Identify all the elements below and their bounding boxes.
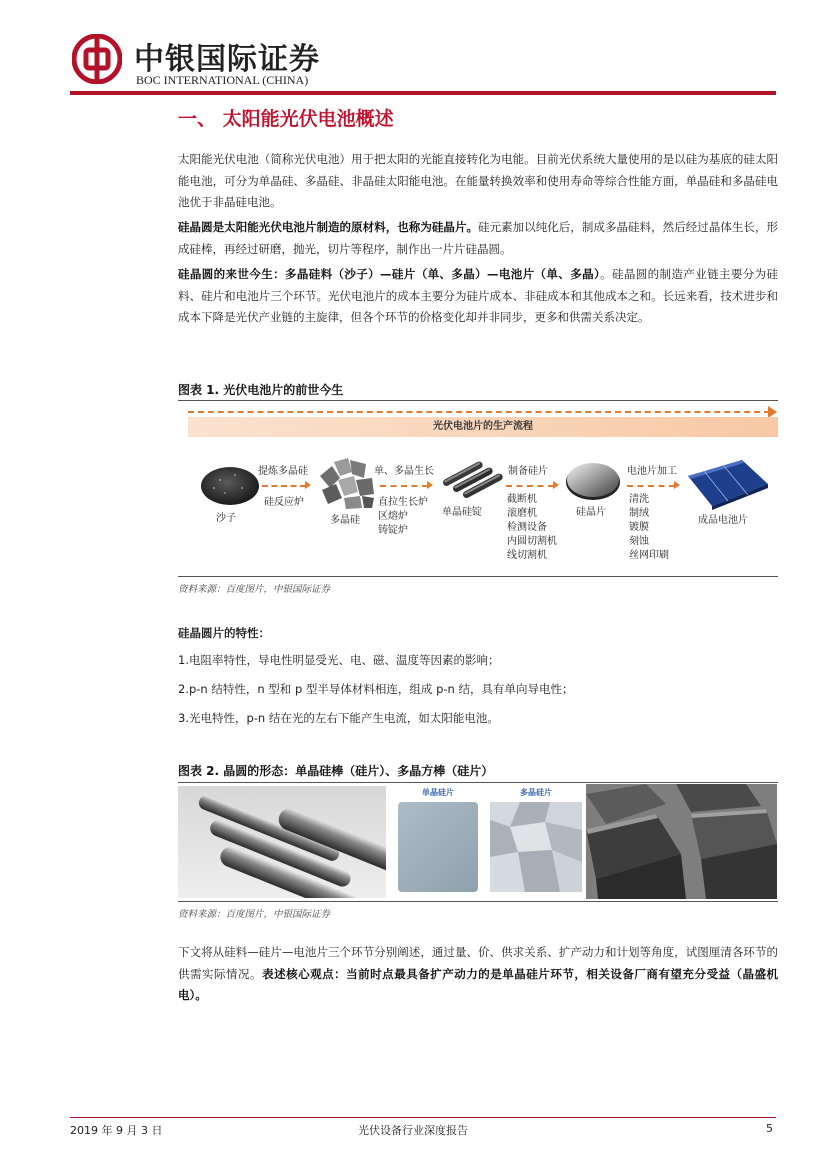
step2-equipment-1: 直拉生长炉 xyxy=(378,497,428,508)
solar-cell-image xyxy=(682,456,772,510)
paragraph-chain-bold: 硅晶圆的来世今生：多晶硅料（沙子）—硅片（单、多晶）—电池片（单、多晶） xyxy=(178,267,601,281)
poly-blocks-image xyxy=(586,784,777,899)
section-title: 一、 太阳能光伏电池概述 xyxy=(178,108,394,130)
figure1-title: 图表 1. 光伏电池片的前世今生 xyxy=(178,383,344,397)
mono-ingot-image xyxy=(440,458,506,498)
header-divider xyxy=(70,91,776,95)
step3-label: 制备硅片 xyxy=(508,466,548,477)
step4-process-2: 制绒 xyxy=(629,508,649,519)
figure2-source: 资料来源：百度图片，中银国际证券 xyxy=(178,909,331,920)
process-arrow xyxy=(188,411,770,413)
footer-page-number: 5 xyxy=(766,1122,773,1135)
step3-arrow xyxy=(506,485,554,487)
stage-poly-label: 多晶硅 xyxy=(330,515,360,526)
poly-wafer-panel xyxy=(488,786,584,898)
boc-logo-icon xyxy=(72,34,122,84)
property-item-2: 2.p-n 结特性，n 型和 p 型半导体材料相连，组成 p-n 结，具有单向导电性； xyxy=(178,682,574,696)
step2-arrow-tip xyxy=(427,481,433,489)
step4-arrow xyxy=(627,485,675,487)
step3-equipment-3: 检测设备 xyxy=(507,522,547,533)
stage-ingot-label: 单晶硅锭 xyxy=(442,507,482,518)
step1-equipment: 硅反应炉 xyxy=(264,497,304,508)
figure2-top-rule xyxy=(178,782,778,783)
step3-equipment-2: 滚磨机 xyxy=(507,508,537,519)
paragraph-chain-text: 。硅晶圆的制造产业链主要分为硅料、硅片和电池片三个环节。光伏电池片的成本主要分为硅片成本、非硅成本和其他成本之和。长远来看，技术进步和成本下降是光伏产业链的主旋律，但各个环节的价格变化却并非同步，更多和供需关系决定。 xyxy=(178,267,778,324)
polysilicon-image xyxy=(316,456,376,511)
wafer-image xyxy=(564,458,622,502)
footer-report-title: 光伏设备行业深度报告 xyxy=(358,1124,468,1137)
figure1-source: 资料来源：百度图片，中银国际证券 xyxy=(178,584,331,595)
footer-date: 2019 年 9 月 3 日 xyxy=(70,1124,163,1137)
paragraph-wafer xyxy=(178,217,778,260)
closing-text: 下文将从硅料—硅片—电池片三个环节分别阐述，通过量、价、供求关系、扩产动力和计划等角度，试图厘清各环节的供需实际情况。 xyxy=(178,945,778,981)
figure1-bottom-rule xyxy=(178,576,778,577)
properties-heading: 硅晶圆片的特性： xyxy=(178,626,270,640)
paragraph-intro: 太阳能光伏电池（简称光伏电池）用于把太阳的光能直接转化为电能。目前光伏系统大量使用的是以硅为基底的硅太阳能电池，可分为单晶硅、多晶硅、非晶硅太阳能电池。在能量转换效率和使用寿命等综合性能方面，单晶硅和多晶硅电池优于非晶硅电池。 xyxy=(178,152,778,209)
paragraph-wafer-text: 硅元素加以纯化后，制成多晶硅料，然后经过晶体生长，形成硅棒，再经过研磨，抛光，切片等程序，制作出一片片硅晶圆。 xyxy=(178,220,779,256)
step3-arrow-tip xyxy=(553,481,559,489)
paragraph-closing xyxy=(178,942,778,1007)
paragraph-chain xyxy=(178,264,778,329)
step4-process-1: 清洗 xyxy=(629,494,649,505)
poly-wafer-label: 多晶硅片 xyxy=(520,788,552,797)
stage-sand-label: 沙子 xyxy=(216,513,236,524)
mono-wafer-image xyxy=(398,802,478,892)
figure2-title: 图表 2. 晶圆的形态：单晶硅棒（硅片）、多晶方棒（硅片） xyxy=(178,764,494,778)
step1-arrow-tip xyxy=(305,481,311,489)
sand-image xyxy=(200,460,260,506)
step2-arrow xyxy=(380,485,428,487)
paragraph-wafer-bold: 硅晶圆是太阳能光伏电池片制造的原材料，也称为硅晶片。 xyxy=(178,220,479,234)
step4-arrow-tip xyxy=(674,481,680,489)
figure1-top-rule xyxy=(178,400,778,401)
step3-equipment-1: 截断机 xyxy=(507,494,537,505)
mono-wafer-panel xyxy=(390,786,486,898)
step4-process-5: 丝网印刷 xyxy=(629,550,669,561)
step3-equipment-5: 线切割机 xyxy=(507,550,547,561)
company-name-cn: 中银国际证券 xyxy=(134,42,320,77)
step4-label: 电池片加工 xyxy=(627,466,677,477)
figure2-bottom-rule xyxy=(178,901,778,902)
property-item-3: 3.光电特性，p-n 结在光的左右下能产生电流，如太阳能电池。 xyxy=(178,711,499,725)
property-item-1: 1.电阻率特性，导电性明显受光、电、磁、温度等因素的影响； xyxy=(178,653,500,667)
step2-label: 单、多晶生长 xyxy=(374,466,434,477)
company-name-en: BOC INTERNATIONAL (CHINA) xyxy=(136,73,309,87)
step1-arrow xyxy=(262,485,306,487)
step3-equipment-4: 内圆切割机 xyxy=(507,536,557,547)
step2-equipment-2: 区熔炉 xyxy=(378,511,408,522)
closing-key-point: 表述核心观点：当前时点最具备扩产动力的是单晶硅片环节，相关设备厂商有望充分受益（晶盛机电）。 xyxy=(178,966,779,1002)
step4-process-4: 刻蚀 xyxy=(629,536,649,547)
stage-cell-label: 成品电池片 xyxy=(698,515,748,526)
footer-divider xyxy=(70,1117,776,1118)
poly-wafer-image xyxy=(490,802,582,892)
process-bar: 光伏电池片的生产流程 xyxy=(188,417,778,437)
mono-rods-image xyxy=(178,786,386,898)
mono-wafer-label: 单晶硅片 xyxy=(422,788,454,797)
stage-wafer-label: 硅晶片 xyxy=(576,507,606,518)
step1-label: 提炼多晶硅 xyxy=(258,466,308,477)
step2-equipment-3: 铸锭炉 xyxy=(378,525,408,536)
step4-process-3: 镀膜 xyxy=(629,522,649,533)
